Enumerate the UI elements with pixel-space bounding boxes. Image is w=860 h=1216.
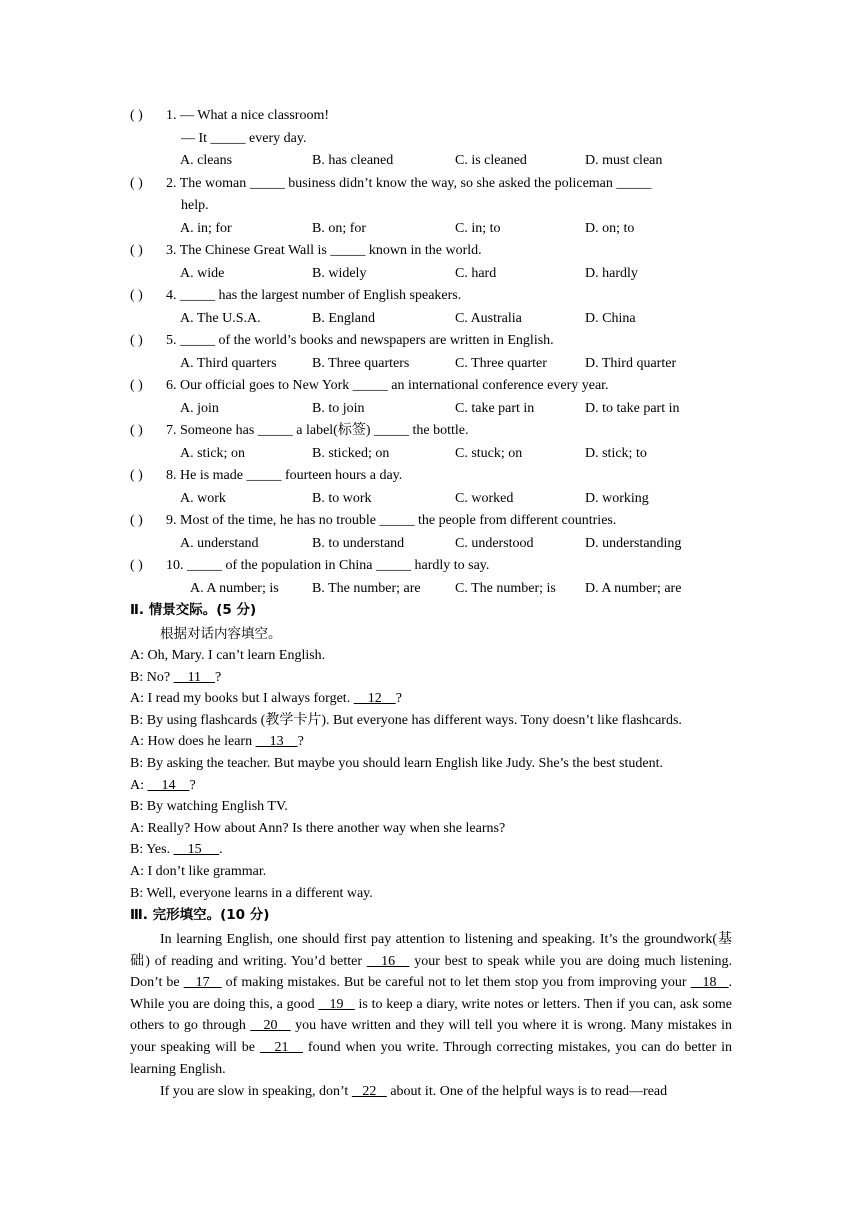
option-b: B. England	[312, 310, 375, 326]
passage-paragraph	[130, 929, 732, 1080]
passage-text: your best to speak while you are doing much listening. Don’t be	[130, 953, 732, 991]
option-b: B. to work	[312, 490, 372, 506]
question-stem: 6. Our official goes to New York _____ an international conference every year.	[166, 378, 609, 393]
passage-paragraph	[130, 1081, 732, 1103]
dialogue-punct: ?	[215, 669, 222, 685]
question-stem-cont: help.	[181, 198, 209, 213]
passage-text: If you are slow in speaking, don’t	[160, 1084, 352, 1099]
answer-blank: 15	[173, 842, 220, 858]
answer-blank: 11	[173, 669, 216, 685]
option-a: A. in; for	[180, 220, 232, 236]
option-a: A. stick; on	[180, 445, 245, 461]
dialogue-text: B: Yes.	[130, 842, 174, 858]
option-d: D. A number; are	[585, 580, 682, 596]
dialogue-line	[130, 863, 266, 881]
option-a: A. join	[180, 400, 219, 416]
cloze-blank: 17	[183, 975, 222, 991]
question-paren: ( )	[130, 108, 143, 123]
option-a: A. wide	[180, 265, 225, 281]
option-c: C. take part in	[455, 400, 535, 416]
dialogue-text: A:	[130, 777, 148, 793]
option-b: B. to understand	[312, 535, 405, 551]
option-b: B. Three quarters	[312, 355, 410, 371]
dialogue-line	[130, 885, 373, 903]
dialogue-line	[130, 669, 221, 687]
option-c: C. worked	[455, 490, 514, 506]
question-stem: 10. _____ of the population in China _____ hardly to say.	[166, 558, 490, 573]
dialogue-line	[130, 798, 288, 816]
option-a: A. The U.S.A.	[180, 310, 261, 326]
option-c: C. Three quarter	[455, 355, 547, 371]
dialogue-line	[130, 690, 402, 708]
option-c: C. is cleaned	[455, 153, 527, 168]
option-b: B. on; for	[312, 220, 367, 236]
dialogue-punct: .	[219, 842, 223, 858]
question-stem: 2. The woman _____ business didn’t know the way, so she asked the policeman _____	[166, 175, 652, 191]
cloze-blank: 22	[351, 1084, 387, 1099]
question-paren: ( )	[130, 468, 143, 483]
option-d: D. hardly	[585, 265, 638, 281]
option-c: C. in; to	[455, 220, 501, 236]
cloze-blank: 21	[259, 1039, 304, 1055]
dialogue-line	[130, 647, 325, 665]
dialogue-line	[130, 733, 304, 751]
cloze-blank: 19	[318, 996, 355, 1012]
option-b: B. widely	[312, 265, 367, 281]
dialogue-text: A: I read my books but I always forget.	[130, 691, 354, 707]
option-d: D. Third quarter	[585, 355, 677, 371]
option-a: A. understand	[180, 535, 259, 551]
question-paren: ( )	[130, 333, 143, 348]
option-a: A. cleans	[180, 153, 233, 168]
option-d: D. on; to	[585, 220, 635, 236]
question-stem: 7. Someone has _____ a label(标签) _____ the bottle.	[166, 423, 469, 438]
question-stem: 4. _____ has the largest number of English speakers.	[166, 288, 462, 303]
passage-text: In learning English, one should first pay attention to listening and speaking. It’s the groundwork(基础) of reading and writing. You’d better	[130, 932, 732, 969]
dialogue-punct: ?	[395, 691, 402, 707]
question-stem: 9. Most of the time, he has no trouble _____ the people from different countries.	[166, 513, 617, 528]
cloze-blank: 16	[366, 953, 410, 969]
option-d: D. to take part in	[585, 400, 680, 416]
option-d: D. understanding	[585, 535, 682, 551]
dialogue-text: B: By watching English TV.	[130, 799, 288, 815]
cloze-blank: 18	[690, 975, 729, 991]
option-d: D. must clean	[585, 153, 663, 168]
dialogue-text: B: Well, everyone learns in a different way.	[130, 885, 373, 901]
option-b: B. has cleaned	[312, 153, 394, 168]
answer-blank: 13	[255, 734, 298, 750]
question-stem: 1. — What a nice classroom!	[166, 108, 330, 123]
question-stem-cont: — It _____ every day.	[181, 130, 307, 146]
dialogue-line	[130, 841, 223, 859]
dialogue-text: B: No?	[130, 669, 174, 685]
passage-text: found when you write. Through correcting mistakes, you can do better in learning English.	[130, 1039, 733, 1077]
option-a: A. A number; is	[190, 580, 279, 596]
option-b: B. sticked; on	[312, 445, 390, 461]
dialogue-line	[130, 777, 196, 795]
dialogue-text: A: I don’t like grammar.	[130, 864, 267, 879]
question-stem: 8. He is made _____ fourteen hours a day.	[166, 468, 403, 483]
passage-text: . While you are doing this, a good	[130, 975, 733, 1012]
option-c: C. Australia	[455, 310, 522, 326]
option-b: B. to join	[312, 400, 365, 416]
question-paren: ( )	[130, 378, 143, 393]
option-c: C. understood	[455, 535, 534, 551]
section-title: Ⅱ. 情景交际。(5 分)	[130, 602, 257, 618]
option-a: A. work	[180, 490, 226, 506]
answer-blank: 12	[353, 691, 396, 707]
passage-text: is to keep a diary, write notes or letters. Then if you can, ask some others to go through	[130, 996, 732, 1034]
question-stem: 5. _____ of the world’s books and newspapers are written in English.	[166, 333, 554, 348]
question-paren: ( )	[130, 175, 143, 191]
passage-text: of making mistakes. But be careful not to let them stop you from improving your	[221, 975, 691, 991]
question-paren: ( )	[130, 558, 143, 573]
dialogue-text: A: Oh, Mary. I can’t learn English.	[130, 648, 326, 663]
option-d: D. working	[585, 490, 649, 506]
option-c: C. The number; is	[455, 580, 556, 596]
dialogue-line	[130, 755, 663, 773]
answer-blank: 14	[147, 777, 190, 793]
section-instruction: 根据对话内容填空。	[160, 626, 282, 642]
question-paren: ( )	[130, 423, 143, 438]
option-d: D. stick; to	[585, 445, 647, 461]
question-paren: ( )	[130, 513, 143, 528]
option-a: A. Third quarters	[180, 355, 277, 371]
section-title: Ⅲ. 完形填空。(10 分)	[130, 907, 270, 923]
question-stem: 3. The Chinese Great Wall is _____ known in the world.	[166, 243, 482, 258]
passage-text: you have written and they will tell you where it is wrong. Many mistakes in your speaking will be	[130, 1018, 733, 1055]
passage-text: about it. One of the helpful ways is to read—read	[386, 1084, 668, 1099]
option-c: C. stuck; on	[455, 445, 523, 461]
dialogue-text: A: How does he learn	[130, 734, 256, 750]
dialogue-punct: ?	[189, 777, 196, 793]
option-c: C. hard	[455, 265, 497, 281]
dialogue-text: B: By asking the teacher. But maybe you should learn English like Judy. She’s the best student.	[130, 756, 663, 771]
dialogue-text: A: Really? How about Ann? Is there another way when she learns?	[130, 820, 506, 836]
dialogue-text: B: By using flashcards (教学卡片). But everyone has different ways. Tony doesn’t like flashcards.	[130, 712, 682, 728]
dialogue-line	[130, 820, 505, 838]
cloze-blank: 20	[250, 1018, 291, 1034]
option-d: D. China	[585, 310, 636, 326]
question-paren: ( )	[130, 288, 143, 303]
dialogue-punct: ?	[297, 734, 304, 750]
dialogue-line	[130, 712, 682, 730]
option-b: B. The number; are	[312, 580, 421, 596]
question-paren: ( )	[130, 243, 143, 258]
